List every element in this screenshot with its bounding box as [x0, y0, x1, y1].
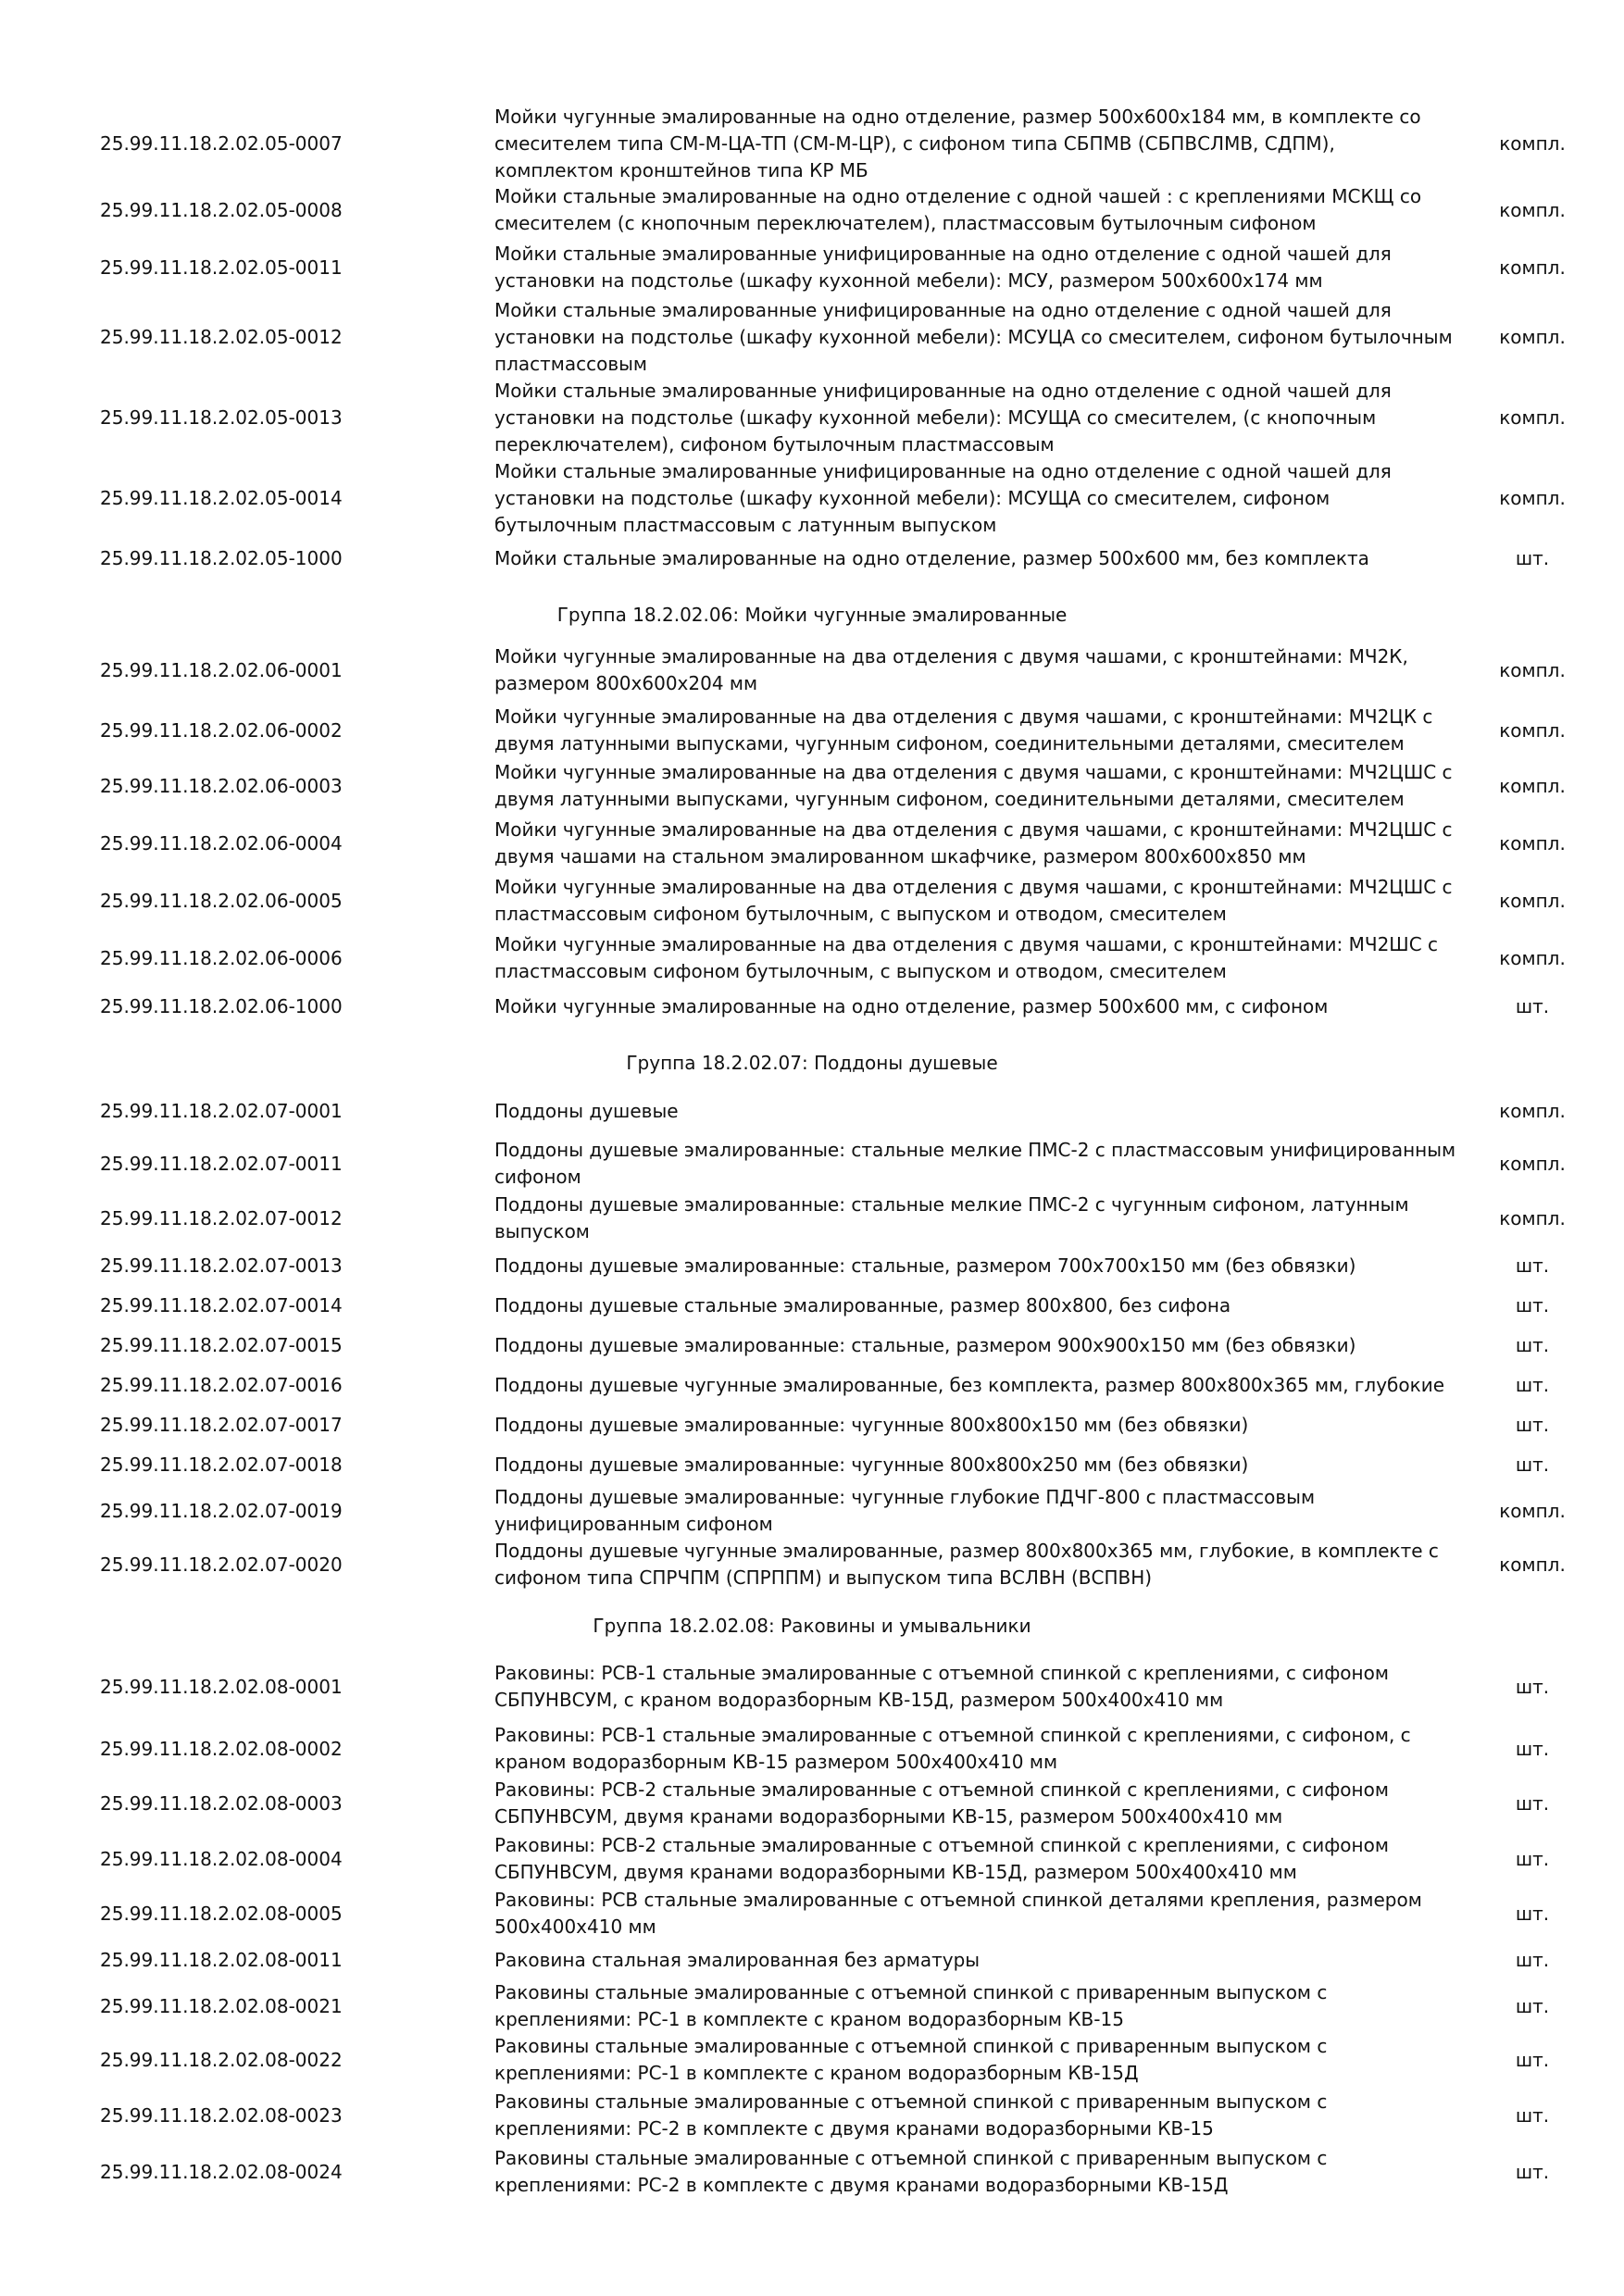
table-row	[0, 1246, 1624, 1285]
table-row	[0, 2087, 1624, 2144]
table-row	[0, 539, 1624, 578]
item-unit: шт.	[1515, 1294, 1550, 1316]
item-unit: шт.	[1515, 547, 1550, 569]
item-code: 25.99.11.18.2.02.06-0002	[100, 719, 343, 742]
item-unit: компл.	[1499, 1153, 1566, 1175]
item-unit: шт.	[1515, 1903, 1550, 1925]
item-unit: компл.	[1499, 1554, 1566, 1576]
item-unit: компл.	[1499, 832, 1566, 855]
item-unit: компл.	[1499, 256, 1566, 279]
table-row	[0, 815, 1624, 872]
table-row	[0, 1285, 1624, 1326]
item-unit: компл.	[1499, 199, 1566, 221]
item-code: 25.99.11.18.2.02.07-0001	[100, 1100, 343, 1122]
item-code: 25.99.11.18.2.02.07-0016	[100, 1374, 343, 1396]
table-row	[0, 1085, 1624, 1137]
item-code: 25.99.11.18.2.02.08-0005	[100, 1903, 343, 1925]
table-row	[0, 457, 1624, 539]
item-code: 25.99.11.18.2.02.07-0014	[100, 1294, 343, 1316]
item-description: Раковины стальные эмалированные с отъемной спинкой с приваренным выпуском с креплениями: РС-2 в комплекте с двумя кранами водоразборными КВ-15	[494, 2090, 1328, 2140]
item-unit: шт.	[1515, 2104, 1550, 2127]
table-row	[0, 1722, 1624, 1776]
item-description: Поддоны душевые	[494, 1099, 679, 1122]
table-row	[0, 93, 1624, 194]
item-description: Поддоны душевые эмалированные: чугунные глубокие ПДЧГ-800 с пластмассовым унифицированным сифоном	[494, 1486, 1316, 1535]
group-heading: Группа 18.2.02.07: Поддоны душевые	[626, 1052, 998, 1074]
item-description: Поддоны душевые стальные эмалированные, размер 800x800, без сифона	[494, 1293, 1231, 1316]
item-code: 25.99.11.18.2.02.08-0001	[100, 1676, 343, 1698]
item-code: 25.99.11.18.2.02.07-0012	[100, 1207, 343, 1229]
item-description: Раковины стальные эмалированные с отъемной спинкой с приваренным выпуском с креплениями: РС-1 в комплекте с краном водоразборным КВ-15	[494, 1981, 1328, 2030]
table-row	[0, 1831, 1624, 1887]
item-code: 25.99.11.18.2.02.06-1000	[100, 995, 343, 1017]
item-unit: шт.	[1515, 1949, 1550, 1971]
table-row	[0, 1191, 1624, 1246]
item-unit: компл.	[1499, 326, 1566, 348]
table-row	[0, 2144, 1624, 2200]
table-row	[0, 930, 1624, 987]
table-row	[0, 1405, 1624, 1444]
item-code: 25.99.11.18.2.02.05-0012	[100, 326, 343, 348]
item-unit: шт.	[1515, 1848, 1550, 1870]
table-row	[0, 1326, 1624, 1365]
table-row	[0, 1776, 1624, 1831]
item-unit: шт.	[1515, 1374, 1550, 1396]
item-unit: шт.	[1515, 1792, 1550, 1815]
table-row	[0, 239, 1624, 296]
item-code: 25.99.11.18.2.02.07-0017	[100, 1414, 343, 1436]
item-description: Мойки чугунные эмалированные на два отделения с двумя чашами, с кронштейнами: МЧ2ЦК с двумя латунными выпусками, чугунным сифоном, соединительными деталями, смесителем	[494, 705, 1433, 755]
item-unit: шт.	[1515, 1254, 1550, 1277]
item-description: Поддоны душевые эмалированные: стальные мелкие ПМС-2 с пластмассовым унифицированным сифоном	[494, 1139, 1456, 1188]
item-unit: шт.	[1515, 995, 1550, 1017]
item-code: 25.99.11.18.2.02.07-0013	[100, 1254, 343, 1277]
item-unit: шт.	[1515, 1676, 1550, 1698]
item-unit: компл.	[1499, 890, 1566, 912]
item-code: 25.99.11.18.2.02.07-0020	[100, 1554, 343, 1576]
item-code: 25.99.11.18.2.02.05-0007	[100, 132, 343, 155]
table-row	[0, 1444, 1624, 1485]
item-description: Мойки стальные эмалированные унифицированные на одно отделение с одной чашей для установки на подстолье (шкафу кухонной мебели): МСУЩА со смесителем, (с кнопочным переключателем), сифоном бутылочным пластмассовым	[494, 379, 1392, 455]
item-description: Поддоны душевые эмалированные: чугунные 800x800x250 мм (без обвязки)	[494, 1453, 1249, 1476]
item-unit: компл.	[1499, 775, 1566, 797]
item-code: 25.99.11.18.2.02.05-0013	[100, 406, 343, 429]
table-row	[0, 1979, 1624, 2033]
item-unit: компл.	[1499, 947, 1566, 969]
item-code: 25.99.11.18.2.02.05-0014	[100, 487, 343, 509]
table-row	[0, 637, 1624, 704]
item-description: Мойки стальные эмалированные на одно отделение с одной чашей : с креплениями МСКЩ со смесителем (с кнопочным переключателем), пластмассовым бутылочным сифоном	[494, 185, 1422, 234]
item-description: Раковины стальные эмалированные с отъемной спинкой с приваренным выпуском с креплениями: РС-2 в комплекте с двумя кранами водоразборными КВ-15Д	[494, 2147, 1328, 2196]
item-description: Мойки чугунные эмалированные на два отделения с двумя чашами, с кронштейнами: МЧ2ЦШС с пластмассовым сифоном бутылочным, с выпуском и отводом, смесителем	[494, 876, 1453, 925]
item-description: Мойки стальные эмалированные на одно отделение, размер 500x600 мм, без комплекта	[494, 546, 1369, 569]
item-unit: компл.	[1499, 719, 1566, 742]
item-code: 25.99.11.18.2.02.08-0004	[100, 1848, 343, 1870]
item-description: Мойки чугунные эмалированные на два отделения с двумя чашами, с кронштейнами: МЧ2К, размером 800x600x204 мм	[494, 645, 1408, 694]
item-unit: шт.	[1515, 1334, 1550, 1356]
table-row	[0, 757, 1624, 815]
item-description: Мойки чугунные эмалированные на два отделения с двумя чашами, с кронштейнами: МЧ2ЦШС с двумя латунными выпусками, чугунным сифоном, соединительными деталями, смесителем	[494, 761, 1453, 810]
item-unit: компл.	[1499, 406, 1566, 429]
item-description: Мойки стальные эмалированные унифицированные на одно отделение с одной чашей для установки на подстолье (шкафу кухонной мебели): МСУЦА со смесителем, сифоном бутылочным пластмассовым	[494, 298, 1453, 375]
item-unit: шт.	[1515, 1454, 1550, 1476]
item-unit: шт.	[1515, 1414, 1550, 1436]
group-heading: Группа 18.2.02.08: Раковины и умывальники	[593, 1615, 1031, 1637]
item-description: Раковины стальные эмалированные с отъемной спинкой с приваренным выпуском с креплениями: РС-1 в комплекте с краном водоразборным КВ-15Д	[494, 2035, 1328, 2084]
item-description: Раковины: РСВ стальные эмалированные с отъемной спинкой деталями крепления, размером 500x400x410 мм	[494, 1889, 1422, 1938]
table-row	[0, 1652, 1624, 1722]
item-code: 25.99.11.18.2.02.05-0011	[100, 256, 343, 279]
item-code: 25.99.11.18.2.02.08-0002	[100, 1738, 343, 1760]
item-code: 25.99.11.18.2.02.08-0021	[100, 1995, 343, 2017]
table-row	[0, 1940, 1624, 1979]
item-code: 25.99.11.18.2.02.08-0003	[100, 1792, 343, 1815]
item-code: 25.99.11.18.2.02.05-0008	[100, 199, 343, 221]
table-row	[0, 1365, 1624, 1405]
item-code: 25.99.11.18.2.02.07-0018	[100, 1454, 343, 1476]
table-row	[0, 181, 1624, 239]
table-row	[0, 987, 1624, 1026]
item-unit: компл.	[1499, 659, 1566, 681]
table-row	[0, 1485, 1624, 1537]
item-description: Мойки чугунные эмалированные на одно отделение, размер 500x600x184 мм, в комплекте со смесителем типа СМ-М-ЦА-ТП (СМ-М-ЦР), с сифоном типа СБПМВ (СБПВСЛМВ, СДПМ), комплектом кронштейнов типа КР МБ	[494, 105, 1421, 181]
item-description: Раковины: РСВ-1 стальные эмалированные с отъемной спинкой с креплениями, с сифоном, с краном водоразборным КВ-15 размером 500x400x410 мм	[494, 1724, 1411, 1773]
item-description: Мойки стальные эмалированные унифицированные на одно отделение с одной чашей для установки на подстолье (шкафу кухонной мебели): МСУ, размером 500x600x174 мм	[494, 243, 1392, 292]
item-unit: компл.	[1499, 1500, 1566, 1522]
table-row	[0, 378, 1624, 457]
item-code: 25.99.11.18.2.02.06-0003	[100, 775, 343, 797]
item-code: 25.99.11.18.2.02.05-1000	[100, 547, 343, 569]
item-description: Мойки чугунные эмалированные на два отделения с двумя чашами, с кронштейнами: МЧ2ЦШС с двумя чашами на стальном эмалированном шкафчике, размером 800x600x850 мм	[494, 818, 1453, 867]
item-code: 25.99.11.18.2.02.07-0015	[100, 1334, 343, 1356]
item-code: 25.99.11.18.2.02.07-0019	[100, 1500, 343, 1522]
item-description: Мойки чугунные эмалированные на два отделения с двумя чашами, с кронштейнами: МЧ2ШС с пластмассовым сифоном бутылочным, с выпуском и отводом, смесителем	[494, 933, 1439, 982]
item-description: Раковины: РСВ-2 стальные эмалированные с отъемной спинкой с креплениями, с сифоном СБПУНВСУМ, двумя кранами водоразборными КВ-15Д, размером 500x400x410 мм	[494, 1834, 1389, 1883]
item-unit: шт.	[1515, 1995, 1550, 2017]
item-description: Поддоны душевые чугунные эмалированные, размер 800x800x365 мм, глубокие, в комплекте с сифоном типа СПРЧПМ (СПРППМ) и выпуском типа ВСЛВН (ВСПВН)	[494, 1540, 1439, 1589]
item-description: Мойки стальные эмалированные унифицированные на одно отделение с одной чашей для установки на подстолье (шкафу кухонной мебели): МСУЩА со смесителем, сифоном бутылочным пластмассовым с латунным выпуском	[494, 459, 1392, 536]
item-code: 25.99.11.18.2.02.07-0011	[100, 1153, 343, 1175]
item-description: Поддоны душевые чугунные эмалированные, без комплекта, размер 800x800x365 мм, глубокие	[494, 1373, 1444, 1396]
item-description: Поддоны душевые эмалированные: стальные, размером 700x700x150 мм (без обвязки)	[494, 1254, 1356, 1277]
table-row	[0, 1537, 1624, 1592]
item-unit: компл.	[1499, 1100, 1566, 1122]
table-row	[0, 296, 1624, 378]
item-code: 25.99.11.18.2.02.06-0004	[100, 832, 343, 855]
item-code: 25.99.11.18.2.02.06-0005	[100, 890, 343, 912]
item-unit: шт.	[1515, 2161, 1550, 2183]
item-description: Поддоны душевые эмалированные: стальные, размером 900x900x150 мм (без обвязки)	[494, 1333, 1356, 1356]
item-description: Раковина стальная эмалированная без арматуры	[494, 1948, 981, 1971]
item-code: 25.99.11.18.2.02.06-0006	[100, 947, 343, 969]
item-unit: компл.	[1499, 132, 1566, 155]
item-unit: шт.	[1515, 2049, 1550, 2071]
table-row	[0, 1887, 1624, 1940]
item-code: 25.99.11.18.2.02.06-0001	[100, 659, 343, 681]
table-row	[0, 2033, 1624, 2087]
item-code: 25.99.11.18.2.02.08-0011	[100, 1949, 343, 1971]
item-code: 25.99.11.18.2.02.08-0022	[100, 2049, 343, 2071]
item-description: Поддоны душевые эмалированные: чугунные 800x800x150 мм (без обвязки)	[494, 1413, 1249, 1436]
table-row	[0, 872, 1624, 930]
item-unit: шт.	[1515, 1738, 1550, 1760]
table-row	[0, 1137, 1624, 1191]
item-description: Раковины: РСВ-1 стальные эмалированные с отъемной спинкой с креплениями, с сифоном СБПУНВСУМ, с краном водоразборным КВ-15Д, размером 500x400x410 мм	[494, 1662, 1389, 1711]
item-unit: компл.	[1499, 487, 1566, 509]
group-heading: Группа 18.2.02.06: Мойки чугунные эмалированные	[556, 604, 1068, 626]
item-description: Мойки чугунные эмалированные на одно отделение, размер 500x600 мм, с сифоном	[494, 994, 1329, 1017]
item-code: 25.99.11.18.2.02.08-0023	[100, 2104, 343, 2127]
table-row	[0, 704, 1624, 757]
item-unit: компл.	[1499, 1207, 1566, 1229]
item-code: 25.99.11.18.2.02.08-0024	[100, 2161, 343, 2183]
item-description: Раковины: РСВ-2 стальные эмалированные с отъемной спинкой с креплениями, с сифоном СБПУНВСУМ, двумя кранами водоразборными КВ-15, размером 500x400x410 мм	[494, 1778, 1389, 1828]
item-description: Поддоны душевые эмалированные: стальные мелкие ПМС-2 с чугунным сифоном, латунным выпуском	[494, 1193, 1409, 1242]
